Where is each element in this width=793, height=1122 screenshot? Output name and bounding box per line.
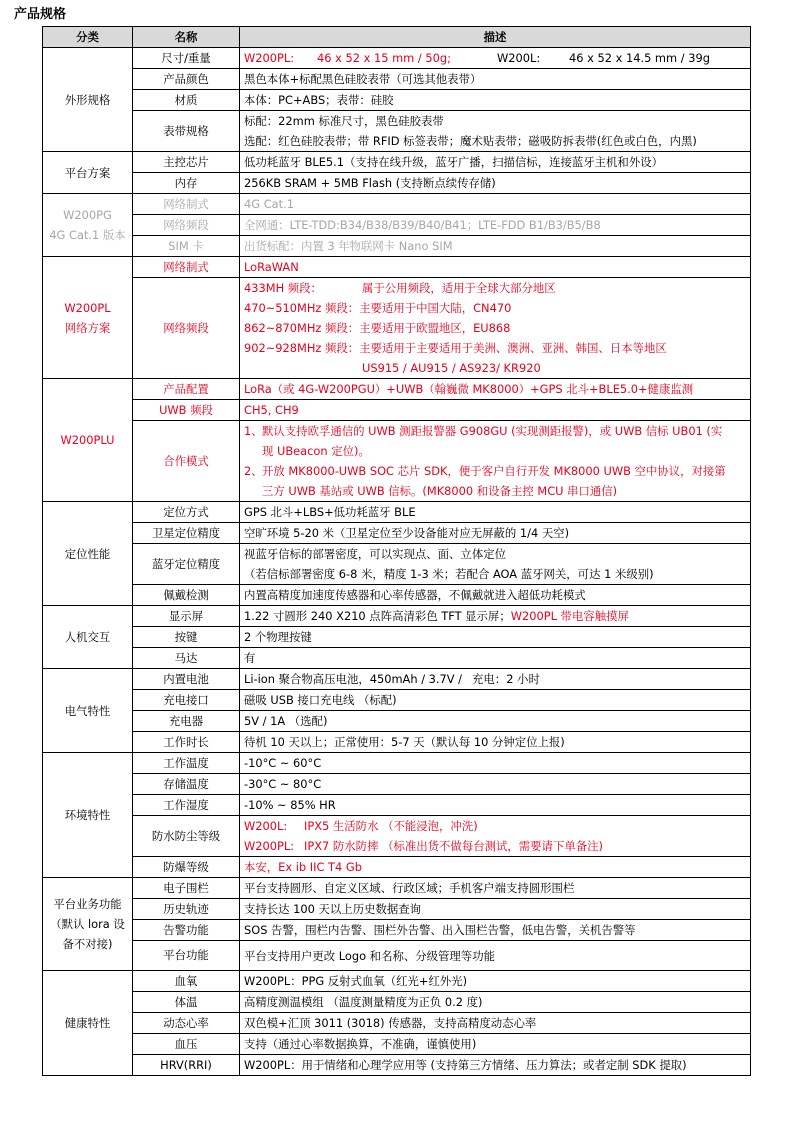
screen-touch-note: W200PL 带电容触摸屏 — [510, 609, 629, 623]
row-name: 内置电池 — [133, 669, 240, 690]
cat-line: 4G Cat.1 版本 — [49, 228, 126, 242]
table-row — [43, 971, 751, 992]
list-text: 默认支持欧孚通信的 UWB 测距报警器 G908GU (实现测距报警)，或 UWB 信标 UB01 (实 — [262, 424, 723, 438]
section-title: 产品规格 — [14, 7, 67, 22]
cat-line: W200PL — [64, 300, 111, 315]
table-row — [43, 523, 751, 544]
row-name: 防爆等级 — [133, 857, 240, 878]
desc-line — [244, 836, 746, 856]
row-name: 材质 — [133, 90, 240, 111]
table-row — [43, 257, 751, 278]
ip-rating: IPX5 生活防水 （不能浸泡，冲洗) — [304, 819, 478, 833]
row-desc: 有 — [240, 648, 751, 669]
row-desc: SOS 告警，围栏内告警、围栏外告警、出入围栏告警，低电告警，关机告警等 — [240, 920, 751, 941]
row-name: 主控芯片 — [133, 152, 240, 173]
desc-line — [244, 278, 746, 298]
category-appearance: 外形规格 — [43, 48, 133, 152]
header-category: 分类 — [43, 27, 133, 48]
row-name: 防水防尘等级 — [133, 816, 240, 857]
category-health: 健康特性 — [43, 971, 133, 1076]
table-row — [43, 606, 751, 627]
table-row — [43, 400, 751, 421]
row-desc — [240, 421, 751, 502]
desc-line: 902~928MHz 频段：主要适用于主要适用于美洲、澳洲、亚洲、韩国、日本等地区 — [244, 341, 667, 355]
row-desc: LoRa（或 4G-W200PGU）+UWB（翰巍微 MK8000）+GPS 北斗+BLE5.0+健康监测 — [240, 379, 751, 400]
table-row — [43, 278, 751, 379]
table-row — [43, 920, 751, 941]
model-label: W200PL: — [244, 51, 295, 65]
table-row — [43, 502, 751, 523]
desc-line: 标配：22mm 标准尺寸，黑色硅胶表带 — [244, 114, 444, 128]
row-desc — [240, 544, 751, 585]
row-desc: LoRaWAN — [240, 257, 751, 278]
row-name: 动态心率 — [133, 1013, 240, 1034]
row-desc: -30°C ~ 80°C — [240, 774, 751, 795]
table-row — [43, 1034, 751, 1055]
row-name: 内存 — [133, 173, 240, 194]
screen-desc: 1.22 寸圆形 240 X210 点阵高清彩色 TFT 显示屏； — [244, 609, 511, 623]
category-electrical: 电气特性 — [43, 669, 133, 753]
row-desc: W200PL：PPG 反射式血氧（红光+红外光) — [240, 971, 751, 992]
desc-line: 现 UBeacon 定位)。 — [262, 444, 370, 458]
row-desc: 平台支持圆形、自定义区域、行政区域；手机客户端支持圆形围栏 — [240, 878, 751, 899]
table-row — [43, 585, 751, 606]
table-row — [43, 152, 751, 173]
category-hmi: 人机交互 — [43, 606, 133, 669]
row-name: 蓝牙定位精度 — [133, 544, 240, 585]
row-desc: 低功耗蓝牙 BLE5.1（支持在线升级，蓝牙广播，扫描信标，连接蓝牙主机和外设） — [240, 152, 751, 173]
row-desc: 本安，Ex ib IIC T4 Gb — [240, 857, 751, 878]
row-desc — [240, 816, 751, 857]
category-positioning: 定位性能 — [43, 502, 133, 606]
row-name: 佩戴检测 — [133, 585, 240, 606]
cat-line: W200PG — [63, 208, 112, 222]
table-row — [43, 690, 751, 711]
row-name: 充电接口 — [133, 690, 240, 711]
category-w200pg — [43, 194, 133, 257]
spec-table — [42, 26, 751, 1076]
row-name: HRV(RRI) — [133, 1055, 240, 1076]
row-desc: -10% ~ 85% HR — [240, 795, 751, 816]
ip-rating: IPX7 防水防摔 （标准出货不做每台测试，需要请下单备注) — [304, 839, 603, 853]
desc-line — [244, 421, 746, 441]
row-desc: 4G Cat.1 — [240, 194, 751, 215]
table-row — [43, 215, 751, 236]
row-desc: 空旷环境 5-20 米（卫星定位至少设备能对应无屏蔽的 1/4 天空) — [240, 523, 751, 544]
battery-charge: 充电：2 小时 — [472, 672, 540, 686]
row-desc: 黑色本体+标配黑色硅胶表带（可选其他表带） — [240, 69, 751, 90]
desc-line: 470~510MHz 频段：主要适用于中国大陆，CN470 — [244, 301, 512, 315]
band-freq: 433MH 频段： — [244, 281, 322, 295]
table-row — [43, 48, 751, 69]
table-row — [43, 732, 751, 753]
row-desc: W200PL：用于情绪和心理学应用等 (支持第三方情绪、压力算法；或者定制 SDK 提取) — [240, 1055, 751, 1076]
table-row — [43, 857, 751, 878]
row-desc: 高精度测温模组 （温度测量精度为正负 0.2 度) — [240, 992, 751, 1013]
row-desc: 全网通：LTE-TDD:B34/B38/B39/B40/B41；LTE-FDD B1/B3/B5/B8 — [240, 215, 751, 236]
row-desc: GPS 北斗+LBS+低功耗蓝牙 BLE — [240, 502, 751, 523]
category-w200plu: W200PLU — [43, 379, 133, 502]
row-name: 显示屏 — [133, 606, 240, 627]
row-name: 表带规格 — [133, 111, 240, 152]
row-desc: 磁吸 USB 接口充电线 （标配) — [240, 690, 751, 711]
header-name: 名称 — [133, 27, 240, 48]
row-name: 存储温度 — [133, 774, 240, 795]
row-name: 体温 — [133, 992, 240, 1013]
table-row — [43, 111, 751, 152]
desc-line: 视蓝牙信标的部署密度，可以实现点、面、立体定位 — [244, 547, 506, 561]
table-row — [43, 753, 751, 774]
row-desc: 双色模+汇顶 3011 (3018) 传感器，支持高精度动态心率 — [240, 1013, 751, 1034]
table-row — [43, 711, 751, 732]
row-name: 告警功能 — [133, 920, 240, 941]
list-number: 1、 — [244, 424, 263, 438]
model-label: W200PL: — [244, 839, 295, 853]
row-name: 网络频段 — [133, 215, 240, 236]
table-row — [43, 878, 751, 899]
row-desc: 本体：PC+ABS；表带：硅胶 — [240, 90, 751, 111]
row-name: 历史轨迹 — [133, 899, 240, 920]
row-name: 合作模式 — [133, 421, 240, 502]
row-name: 尺寸/重量 — [133, 48, 240, 69]
table-row — [43, 1055, 751, 1076]
row-desc: 5V / 1A （选配) — [240, 711, 751, 732]
row-desc — [240, 606, 751, 627]
row-name: 产品配置 — [133, 379, 240, 400]
table-row — [43, 90, 751, 111]
row-desc: 出货标配：内置 3 年物联网卡 Nano SIM — [240, 236, 751, 257]
row-desc: -10°C ~ 60°C — [240, 753, 751, 774]
desc-line: 选配：红色硅胶表带；带 RFID 标签表带；魔术贴表带；磁吸防拆表带(红色或白色，内黑) — [244, 134, 697, 148]
battery-spec: Li-ion 聚合物高压电池，450mAh / 3.7V / — [244, 672, 463, 686]
row-name: 工作湿度 — [133, 795, 240, 816]
row-name: 卫星定位精度 — [133, 523, 240, 544]
category-service — [43, 878, 133, 971]
table-row — [43, 627, 751, 648]
model-label: W200L: — [244, 819, 288, 833]
row-name: 平台功能 — [133, 941, 240, 971]
header-description: 描述 — [240, 27, 751, 48]
row-desc: 2 个物理按键 — [240, 627, 751, 648]
desc-line: US915 / AU915 / AS923/ KR920 — [362, 361, 541, 375]
list-text: 开放 MK8000-UWB SOC 芯片 SDK，便于客户自行开发 MK8000 UWB 空中协议，对接第 — [262, 464, 726, 478]
row-name: 定位方式 — [133, 502, 240, 523]
desc-line — [244, 816, 746, 836]
row-desc — [240, 48, 751, 69]
row-desc: 支持长达 100 天以上历史数据查询 — [240, 899, 751, 920]
table-row — [43, 544, 751, 585]
row-name: 网络制式 — [133, 194, 240, 215]
table-row — [43, 774, 751, 795]
row-desc — [240, 111, 751, 152]
list-number: 2、 — [244, 464, 263, 478]
table-row — [43, 1013, 751, 1034]
row-name: 电子围栏 — [133, 878, 240, 899]
cat-line: 备不对接) — [62, 937, 113, 951]
row-desc — [240, 669, 751, 690]
row-name: SIM 卡 — [133, 236, 240, 257]
table-row — [43, 236, 751, 257]
row-desc: 256KB SRAM + 5MB Flash (支持断点续传存储) — [240, 173, 751, 194]
desc-line: 三方 UWB 基站或 UWB 信标。(MK8000 和设备主控 MCU 串口通信) — [262, 484, 618, 498]
row-name: 网络频段 — [133, 278, 240, 379]
table-row — [43, 421, 751, 502]
cat-line: 网络方案 — [64, 320, 111, 335]
row-name: UWB 频段 — [133, 400, 240, 421]
row-name: 产品颜色 — [133, 69, 240, 90]
row-desc: CH5, CH9 — [240, 400, 751, 421]
cat-line: 平台业务功能 — [53, 897, 122, 911]
desc-line: （若信标部署密度 6-8 米，精度 1-3 米；若配合 AOA 蓝牙网关，可达 1 米级别) — [244, 567, 654, 581]
size-value: 46 x 52 x 14.5 mm / 39g — [569, 51, 710, 65]
row-name: 工作时长 — [133, 732, 240, 753]
table-row — [43, 173, 751, 194]
table-row — [43, 795, 751, 816]
row-name: 马达 — [133, 648, 240, 669]
desc-line: 862~870MHz 频段：主要适用于欧盟地区，EU868 — [244, 321, 511, 335]
row-desc — [240, 278, 751, 379]
table-row — [43, 816, 751, 857]
category-environment: 环境特性 — [43, 753, 133, 878]
table-row — [43, 941, 751, 971]
category-platform: 平台方案 — [43, 152, 133, 194]
row-name: 血压 — [133, 1034, 240, 1055]
row-desc: 内置高精度加速度传感器和心率传感器，不佩戴就进入超低功耗模式 — [240, 585, 751, 606]
row-name: 按键 — [133, 627, 240, 648]
table-row — [43, 669, 751, 690]
row-name: 网络制式 — [133, 257, 240, 278]
row-desc: 支持（通过心率数据换算，不准确，谨慎使用) — [240, 1034, 751, 1055]
band-desc: 属于公用频段，适用于全球大部分地区 — [362, 281, 556, 295]
desc-line — [244, 461, 746, 481]
table-row — [43, 992, 751, 1013]
table-header-row — [43, 27, 751, 48]
row-name: 工作温度 — [133, 753, 240, 774]
row-desc: 待机 10 天以上；正常使用：5-7 天（默认每 10 分钟定位上报) — [240, 732, 751, 753]
row-name: 充电器 — [133, 711, 240, 732]
size-value: 46 x 52 x 15 mm / 50g; — [317, 51, 451, 65]
table-row — [43, 379, 751, 400]
table-row — [43, 69, 751, 90]
row-desc: 平台支持用户更改 Logo 和名称、分级管理等功能 — [240, 941, 751, 971]
row-name: 血氧 — [133, 971, 240, 992]
table-row — [43, 899, 751, 920]
table-row — [43, 648, 751, 669]
table-row — [43, 194, 751, 215]
model-label: W200L: — [497, 51, 541, 65]
category-w200pl — [43, 257, 133, 379]
cat-line: （默认 lora 设 — [50, 917, 125, 931]
